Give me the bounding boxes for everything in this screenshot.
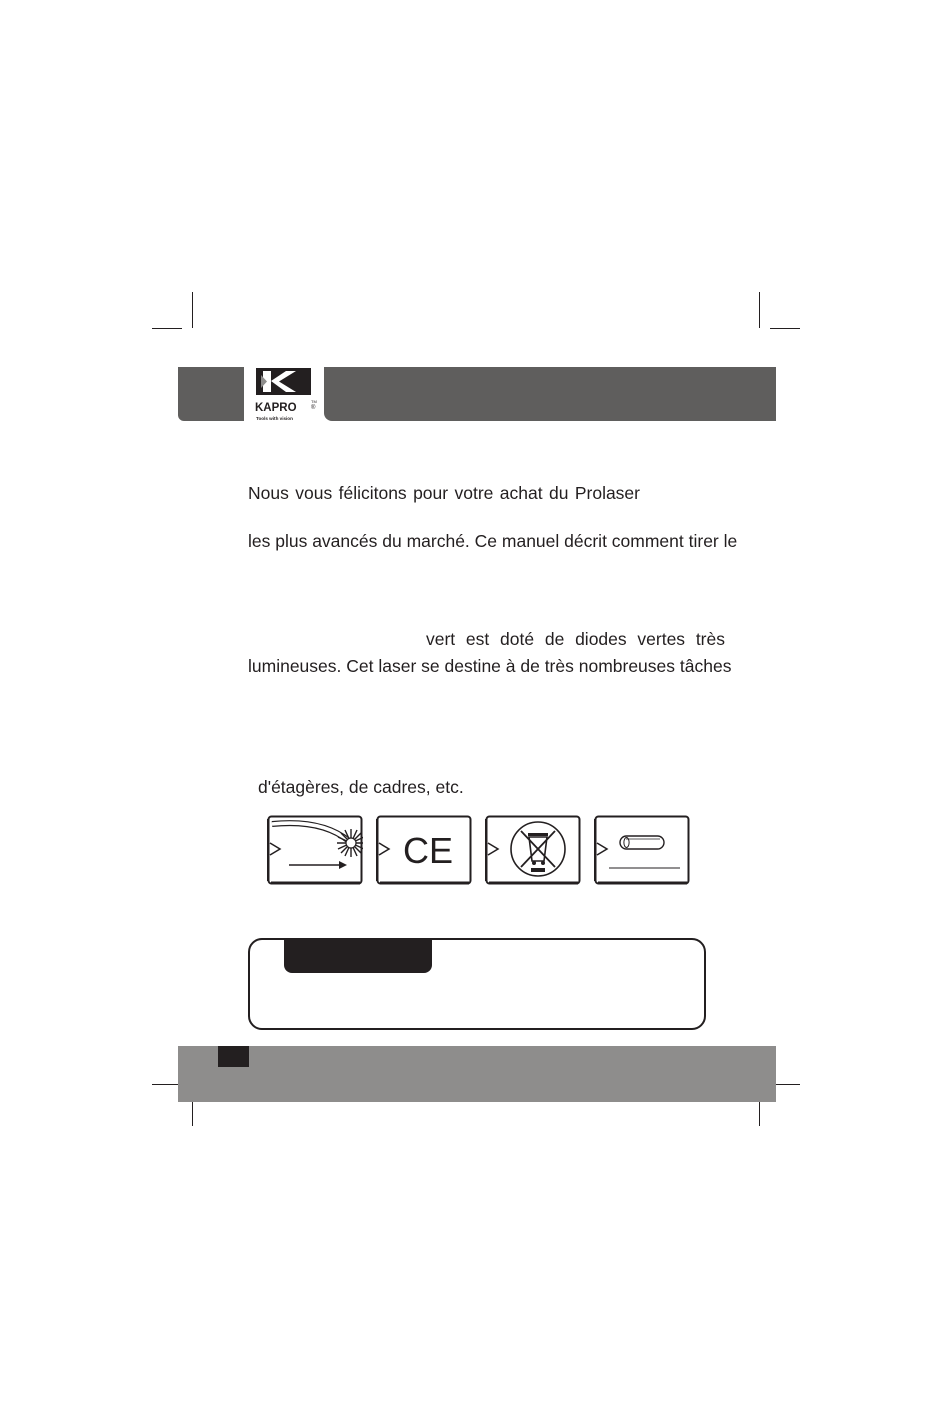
trademark-mark: TM: [311, 399, 317, 404]
intro-line-1: Nous vous félicitons pour votre achat du Prolaser: [248, 483, 640, 503]
ce-mark-text: CE: [402, 830, 454, 871]
footer-bar: [178, 1046, 776, 1102]
header-left-block: [178, 367, 244, 421]
page-number-square: [218, 1046, 249, 1067]
note-tab: [284, 938, 432, 973]
crop-mark: [192, 292, 193, 328]
brand-tagline: Tools with vision: [256, 416, 293, 421]
ce-mark-icon: [376, 815, 472, 885]
header-bar: [324, 367, 776, 421]
kapro-logo: [253, 367, 323, 427]
crop-mark: [759, 292, 760, 328]
crossed-bin-icon: [485, 815, 581, 885]
brand-name: KAPRO: [255, 402, 297, 414]
crop-mark: [770, 328, 800, 329]
closing-line: d'étagères, de cadres, etc.: [258, 777, 464, 797]
description-line-2: lumineuses. Cet laser se destine à de très nombreuses tâches: [248, 656, 732, 676]
battery-icon: [594, 815, 690, 885]
laser-warning-icon: [267, 815, 363, 885]
crop-mark: [152, 328, 182, 329]
intro-line-2: les plus avancés du marché. Ce manuel décrit comment tirer le: [248, 531, 738, 551]
registered-mark: ®: [311, 405, 316, 411]
description-line-1: vert est doté de diodes vertes très: [426, 629, 725, 649]
